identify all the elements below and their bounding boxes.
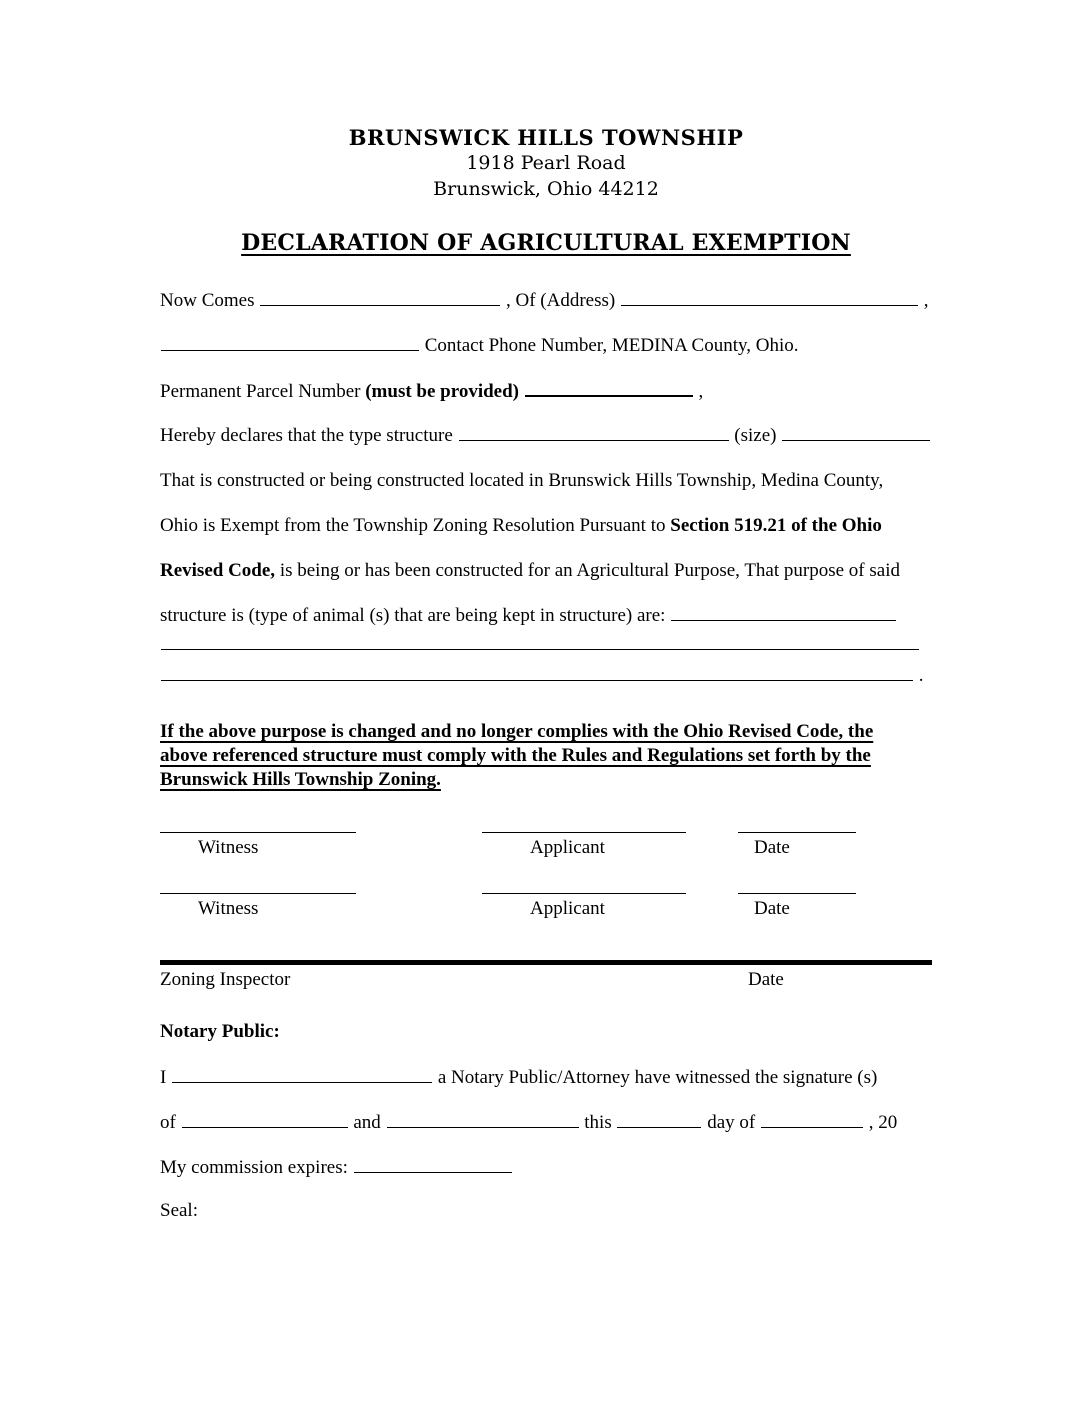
applicant-label: Applicant — [530, 898, 605, 919]
date-label: Date — [754, 898, 790, 919]
contact-phone-label: Contact Phone Number, MEDINA County, Ohio. — [424, 335, 799, 356]
i-label: I — [160, 1067, 167, 1088]
structure-type-label: Hereby declares that the type structure — [160, 425, 453, 446]
parcel-number-line — [160, 380, 932, 401]
structure-type-line — [160, 425, 932, 446]
letterhead — [160, 125, 932, 202]
comma: , — [698, 381, 704, 402]
commission-label: My commission expires: — [160, 1157, 348, 1178]
zoning-date-label: Date — [748, 969, 784, 990]
signature-row-2 — [160, 893, 932, 920]
this-label: this — [584, 1112, 612, 1133]
and-label: and — [353, 1112, 381, 1133]
signature-row-1 — [160, 832, 932, 859]
parcel-number-blank — [525, 380, 693, 397]
notary-name-line — [160, 1067, 932, 1088]
continuation-blank-2 — [160, 665, 932, 688]
parcel-label: Permanent Parcel Number — [160, 381, 361, 402]
applicant-signature-field — [482, 893, 686, 920]
size-blank — [782, 425, 930, 441]
township-name: BRUNSWICK HILLS TOWNSHIP — [348, 125, 744, 150]
signer-2-blank — [387, 1112, 579, 1128]
compliance-warning — [160, 720, 915, 792]
witness-label: Witness — [198, 837, 259, 858]
signer-1-blank — [182, 1112, 348, 1128]
zoning-inspector-signature-rule — [160, 960, 932, 965]
of-label: of — [160, 1112, 176, 1133]
applicant-signature-field — [482, 832, 686, 859]
body-line-1: That is constructed or being constructed located in Brunswick Hills Township, Medina County, — [160, 470, 884, 491]
warning-line-2: above referenced structure must comply with the Rules and Regulations set forth by the — [160, 745, 871, 766]
witnessed-statement: a Notary Public/Attorney have witnessed the signature (s) — [437, 1067, 878, 1088]
revised-code-reference: Revised Code, — [160, 560, 276, 581]
contact-phone-line — [160, 335, 932, 356]
applicant-name-blank — [260, 290, 500, 306]
year-suffix: , 20 — [868, 1112, 898, 1133]
now-comes-label: Now Comes — [160, 290, 255, 311]
of-address-label: , Of (Address) — [505, 290, 616, 311]
street-address: 1918 Pearl Road — [466, 152, 626, 174]
structure-type-blank — [459, 425, 729, 441]
continuation-blank-line — [161, 665, 913, 681]
witness-signature-field — [160, 893, 356, 920]
seal-label: Seal: — [160, 1200, 198, 1221]
warning-line-3: Brunswick Hills Township Zoning. — [160, 769, 441, 790]
body-line-3: Revised Code, is being or has been constructed for an Agricultural Purpose, That purpose of said — [160, 560, 900, 581]
notary-date-line — [160, 1112, 932, 1133]
witness-signature-field — [160, 832, 356, 859]
period: . — [918, 665, 924, 686]
now-comes-line — [160, 290, 932, 311]
section-519-reference: Section 519.21 of the Ohio — [670, 515, 882, 536]
city-state-zip: Brunswick, Ohio 44212 — [433, 178, 659, 200]
body-line-2: Ohio is Exempt from the Township Zoning Resolution Pursuant to Section 519.21 of the Ohio — [160, 515, 882, 536]
warning-line-1: If the above purpose is changed and no longer complies with the Ohio Revised Code, the — [160, 721, 874, 742]
zoning-inspector-label: Zoning Inspector — [160, 969, 291, 990]
witness-label: Witness — [198, 898, 259, 919]
commission-expires-line — [160, 1157, 932, 1178]
comma: , — [923, 290, 929, 311]
animal-type-line: structure is (type of animal (s) that are being kept in structure) are: — [160, 605, 932, 626]
document-title: DECLARATION OF AGRICULTURAL EXEMPTION — [241, 230, 851, 256]
animal-type-blank — [671, 605, 896, 621]
size-label: (size) — [734, 425, 777, 446]
day-of-label: day of — [707, 1112, 756, 1133]
zoning-inspector-row — [160, 969, 932, 991]
notary-public-heading: Notary Public: — [160, 1021, 280, 1042]
date-field — [738, 832, 856, 859]
applicant-label: Applicant — [530, 837, 605, 858]
continuation-blank-line — [161, 634, 919, 650]
date-label: Date — [754, 837, 790, 858]
phone-number-blank — [161, 335, 419, 351]
month-blank — [761, 1112, 863, 1128]
commission-date-blank — [354, 1157, 512, 1173]
address-blank — [621, 290, 918, 306]
must-be-provided-label: (must be provided) — [365, 381, 520, 402]
date-field — [738, 893, 856, 920]
day-number-blank — [617, 1112, 701, 1128]
notary-name-blank — [172, 1067, 432, 1083]
continuation-blank-1 — [160, 634, 932, 657]
